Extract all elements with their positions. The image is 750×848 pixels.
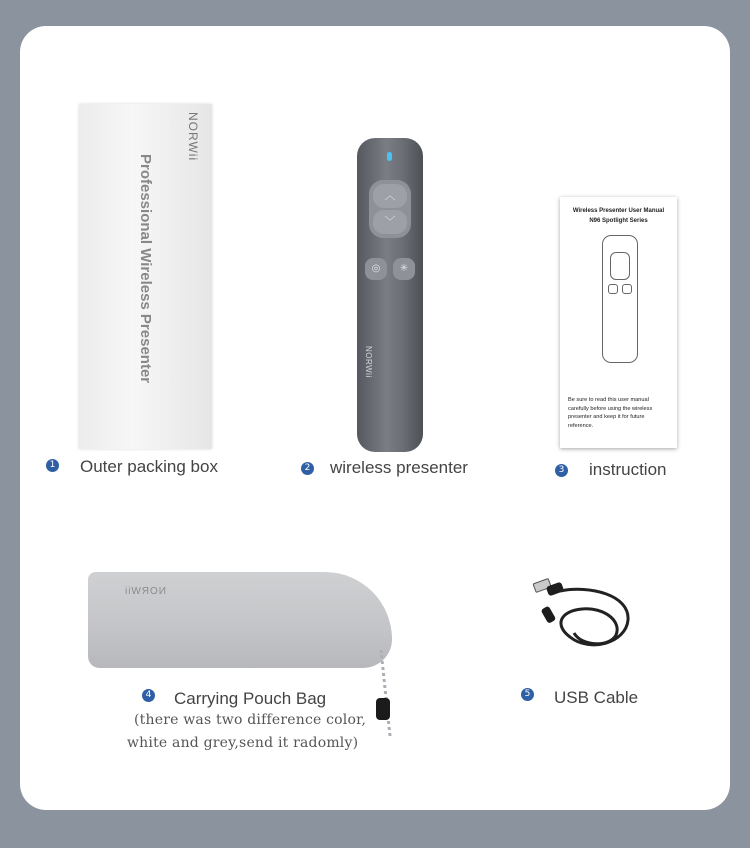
instruction-manual-image — [560, 197, 677, 448]
box-brand-logo: NORWii — [186, 112, 200, 162]
box-title: Professional Wireless Presenter — [137, 154, 154, 384]
manual-body-line: presenter and keep it for future — [568, 414, 645, 421]
manual-button-drawing — [608, 284, 618, 294]
pouch-note-line-2: white and grey,send it radomly) — [127, 735, 359, 751]
presenter-brand-logo: NORWii — [364, 346, 373, 378]
badge-2: 2 — [301, 462, 314, 475]
micro-usb-plug — [541, 606, 557, 624]
pouch-brand-logo: NORWii — [124, 586, 166, 597]
manual-dpad-drawing — [610, 252, 630, 280]
packing-box-print — [79, 104, 212, 449]
usb-cable-image — [530, 575, 640, 655]
label-wireless-presenter: wireless presenter — [330, 458, 468, 477]
led-indicator-icon — [387, 152, 392, 161]
manual-body-line: reference. — [568, 422, 594, 429]
manual-device-drawing — [602, 235, 638, 363]
badge-5: 5 — [521, 688, 534, 701]
badge-1: 1 — [46, 459, 59, 472]
badge-4: 4 — [142, 689, 155, 702]
pouch-image — [88, 572, 392, 668]
manual-subtitle: N96 Spotlight Series — [589, 218, 648, 224]
label-instruction: instruction — [589, 460, 667, 479]
manual-body-text — [568, 396, 671, 431]
label-carrying-pouch-bag: Carrying Pouch Bag — [174, 689, 327, 708]
laser-button-icon: ✳ — [393, 258, 415, 280]
spotlight-button-icon: ◎ — [365, 258, 387, 280]
badge-3: 3 — [555, 464, 568, 477]
manual-title: Wireless Presenter User Manual — [572, 208, 665, 214]
packing-box-image — [79, 104, 212, 449]
chevron-down-icon: ﹀ — [373, 210, 407, 234]
label-outer-packing-box: Outer packing box — [80, 457, 218, 476]
pouch-note-line-1: (there was two difference color, — [134, 712, 367, 728]
chevron-up-icon: ︿ — [373, 184, 407, 208]
manual-body-line: carefully before using the wireless — [568, 405, 653, 412]
cord-lock — [376, 698, 390, 720]
navigation-pad — [369, 180, 411, 238]
manual-body-line: Be sure to read this user manual — [568, 397, 649, 403]
manual-button-drawing — [622, 284, 632, 294]
presenter-image — [357, 138, 423, 452]
label-usb-cable: USB Cable — [554, 688, 639, 707]
cable-coil — [560, 589, 628, 645]
